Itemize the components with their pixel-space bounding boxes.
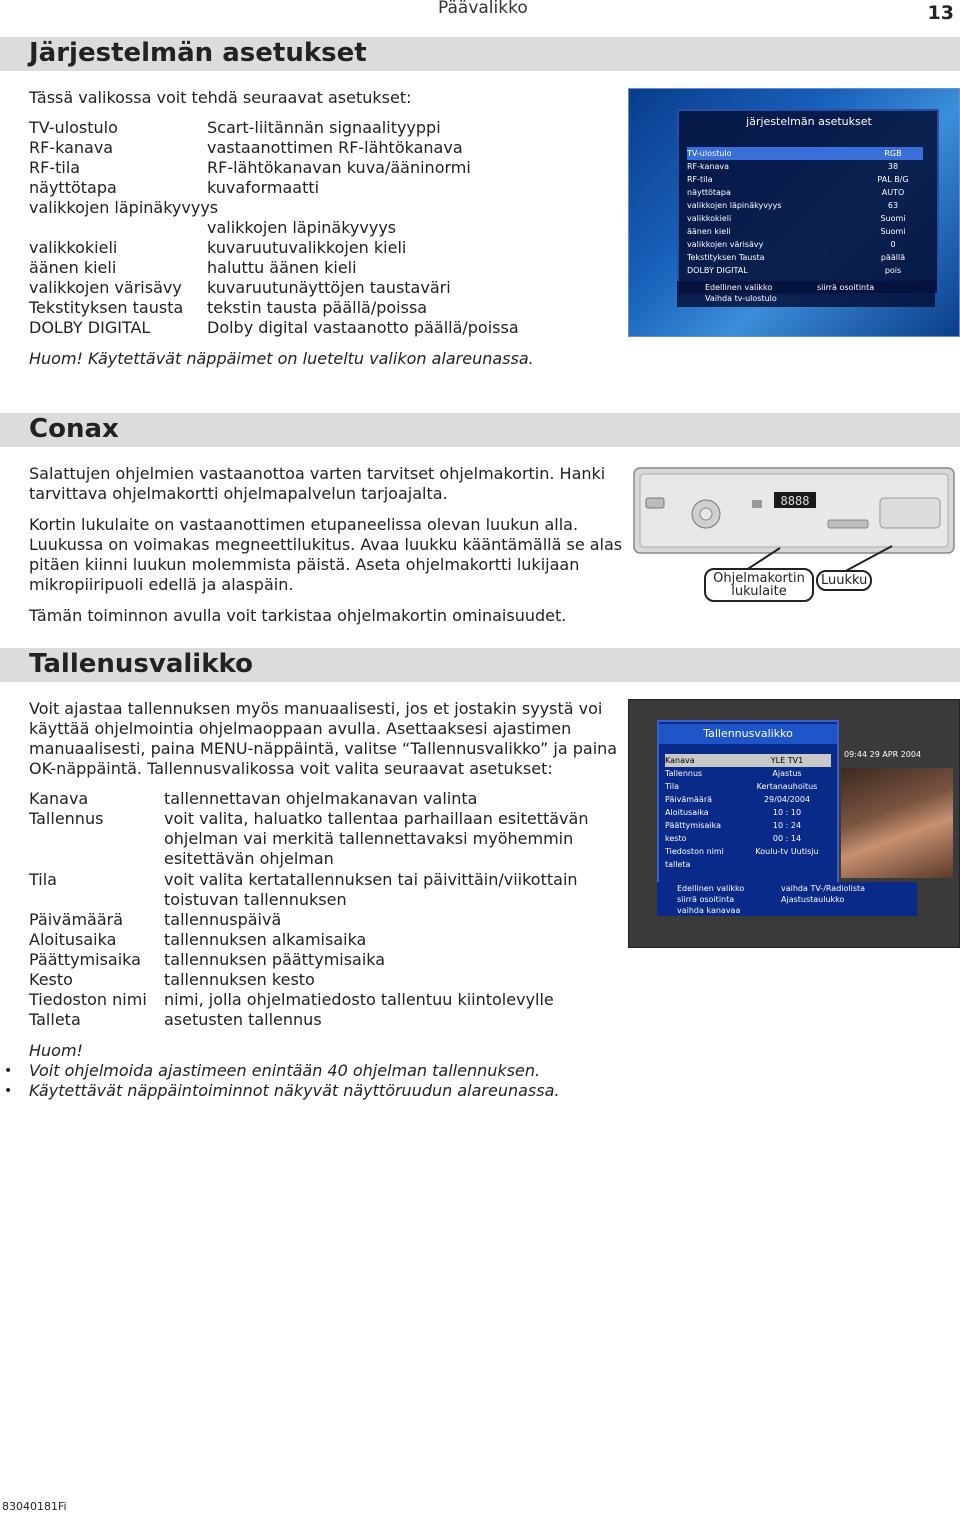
setting-term: valikkojen värisävy: [29, 278, 182, 297]
section-title: Järjestelmän asetukset: [29, 38, 367, 68]
osd-row-label: RF-tila: [687, 175, 713, 184]
osd-hint: vaihda kanavaa: [677, 906, 741, 915]
setting-description: kuvaruutunäyttöjen taustaväri: [207, 278, 451, 297]
osd-menu-row: [687, 225, 923, 238]
osd-menu: [677, 109, 939, 295]
osd-menu-row: [687, 238, 923, 251]
recording-setting-term: Aloitusaika: [29, 930, 117, 949]
osd-menu: [657, 720, 839, 884]
osd-row-value: AUTO: [881, 188, 905, 197]
recording-setting-description: tallennuksen päättymisaika: [164, 950, 386, 969]
osd-row-value: 0: [890, 240, 896, 249]
osd-menu-row: [687, 199, 923, 212]
osd-menu-row: [665, 819, 831, 832]
section-header-conax: [0, 413, 960, 447]
osd-row-label: kesto: [665, 834, 687, 843]
osd-row-label: Tekstityksen Tausta: [687, 253, 765, 262]
setting-description: Dolby digital vastaanotto päällä/poissa: [207, 318, 519, 337]
recording-intro: Voit ajastaa tallennuksen myös manuaalisesti, jos et jostakin syystä voi käyttää ohjelmointia ohjelmaoppaan avulla. Asettaaksesi ajastimen manuaalisesti, paina MENU-näppäintä, valitse “Tallennusvalikko” ja paina OK-näppäintä. Tallennusvalikossa voit valita seuraavat asetukset:: [29, 699, 618, 778]
section-title: Tallenusvalikko: [29, 649, 253, 679]
setting-term: TV-ulostulo: [29, 118, 118, 137]
osd-menu-row: [665, 754, 831, 767]
system-settings-screenshot: [628, 88, 960, 337]
setting-description: haluttu äänen kieli: [207, 258, 357, 277]
osd-menu-title: järjestelmän asetukset: [746, 115, 872, 128]
recording-setting-term: Tila: [29, 870, 57, 889]
setting-term: näyttötapa: [29, 178, 117, 197]
setting-description: Scart-liitännän signaalityyppi: [207, 118, 441, 137]
osd-row-label: valikkokieli: [687, 214, 732, 223]
note-text: Huom! Käytettävät näppäimet on lueteltu valikon alareunassa.: [29, 349, 534, 368]
setting-description: kuvaruutuvalikkojen kieli: [207, 238, 407, 257]
osd-row-value: 00 : 14: [772, 834, 802, 843]
osd-row-label: Tila: [665, 782, 679, 791]
osd-menu-row: [665, 858, 831, 871]
osd-menu-row: [687, 160, 923, 173]
osd-row-label: äänen kieli: [687, 227, 731, 236]
recording-setting-description: voit valita kertatallennuksen tai päivittäin/viikottain toistuvan tallennuksen: [164, 870, 578, 909]
recording-setting-term: Kesto: [29, 970, 73, 989]
note-bullet-2: Käytettävät näppäintoiminnot näkyvät näyttöruudun alareunassa.: [29, 1081, 560, 1100]
osd-hint: Vaihda tv-ulostulo: [705, 294, 777, 303]
osd-menu-row: [687, 212, 923, 225]
osd-row-value: 29/04/2004: [763, 795, 811, 804]
front-display: 8888: [780, 494, 810, 508]
osd-row-label: TV-ulostulo: [687, 149, 732, 158]
osd-menu-row: [687, 264, 923, 277]
bullet-icon: •: [4, 1083, 13, 1099]
osd-row-value: Suomi: [880, 227, 906, 236]
callout-card-reader: Ohjelmakortin lukulaite: [704, 568, 814, 602]
setting-description: tekstin tausta päällä/poissa: [207, 298, 428, 317]
recording-setting-description: tallennuksen alkamisaika: [164, 930, 367, 949]
osd-hint: Edellinen valikko: [705, 283, 773, 292]
osd-row-label: Aloitusaika: [665, 808, 709, 817]
osd-row-value: 10 : 24: [772, 821, 802, 830]
video-preview: [841, 768, 953, 878]
osd-menu-row: [665, 832, 831, 845]
setting-term: DOLBY DIGITAL: [29, 318, 151, 337]
osd-row-label: Päättymisaika: [665, 821, 721, 830]
setting-term: RF-kanava: [29, 138, 114, 157]
osd-menu-row: [687, 186, 923, 199]
setting-description: vastaanottimen RF-lähtökanava: [207, 138, 463, 157]
conax-paragraph-1: Salattujen ohjelmien vastaanottoa varten tarvitset ohjelmakortin. Hanki tarvittava ohjelmakortti ohjelmapalvelun tarjoajalta.: [29, 464, 606, 503]
setting-term: Tekstityksen tausta: [29, 298, 184, 317]
setting-description: RF-lähtökanavan kuva/ääninormi: [207, 158, 471, 177]
receiver-front-panel-image: [630, 464, 958, 559]
setting-term: valikkojen läpinäkyvyys: [29, 198, 219, 217]
osd-menu-row: [665, 793, 831, 806]
intro-text: Tässä valikossa voit tehdä seuraavat asetukset:: [29, 88, 412, 107]
recording-menu-screenshot: [628, 699, 960, 948]
conax-paragraph-2: Kortin lukulaite on vastaanottimen etupaneelissa olevan luukun alla. Luukussa on voimakas megneettilukitus. Avaa luukku kääntämällä se alas pitäen kiinni luukun molemmista päistä. Aseta ohjelmakortti lukijaan mikropiiripuoli edellä ja alaspäin.: [29, 515, 623, 594]
recording-setting-term: Talleta: [29, 1010, 81, 1029]
note-title: Huom!: [29, 1041, 83, 1060]
osd-row-value: 38: [887, 162, 899, 171]
osd-row-value: 63: [887, 201, 899, 210]
bullet-icon: •: [4, 1063, 13, 1079]
osd-hint: Edellinen valikko: [677, 884, 745, 893]
osd-row-value: Kertanauhoitus: [756, 782, 818, 791]
osd-row-value: päällä: [880, 253, 906, 262]
recording-setting-description: nimi, jolla ohjelmatiedosto tallentuu kiintolevylle: [164, 990, 554, 1009]
osd-menu-row: [687, 173, 923, 186]
setting-term: valikkokieli: [29, 238, 118, 257]
osd-row-value: 10 : 10: [772, 808, 802, 817]
osd-row-label: Tiedoston nimi: [665, 847, 724, 856]
osd-row-label: DOLBY DIGITAL: [687, 266, 748, 275]
osd-hint: siirrä osoitinta: [817, 283, 875, 292]
conax-paragraph-3: Tämän toiminnon avulla voit tarkistaa ohjelmakortin ominaisuudet.: [29, 606, 567, 625]
osd-hint-bar: [657, 882, 917, 916]
osd-hint: siirrä osoitinta: [677, 895, 735, 904]
osd-row-label: valikkojen läpinäkyvyys: [687, 201, 782, 210]
osd-row-value: Suomi: [880, 214, 906, 223]
osd-row-label: valikkojen värisävy: [687, 240, 764, 249]
recording-setting-term: Tiedoston nimi: [29, 990, 147, 1009]
setting-description: kuvaformaatti: [207, 178, 320, 197]
osd-row-label: talleta: [665, 860, 691, 869]
osd-menu-row: [665, 767, 831, 780]
osd-hint: Ajastustaulukko: [781, 895, 845, 904]
osd-row-value: pois: [884, 266, 902, 275]
osd-row-label: Kanava: [665, 756, 695, 765]
recording-setting-description: tallennettavan ohjelmakanavan valinta: [164, 789, 478, 808]
page-number: 13: [927, 2, 954, 24]
osd-hint-bar: [677, 281, 935, 307]
recording-setting-term: Kanava: [29, 789, 89, 808]
osd-menu-row: [687, 147, 923, 160]
recording-setting-description: tallennuksen kesto: [164, 970, 315, 989]
osd-row-value: PAL B/G: [877, 175, 909, 184]
setting-term: äänen kieli: [29, 258, 117, 277]
osd-row-label: näyttötapa: [687, 188, 731, 197]
osd-menu-row: [687, 251, 923, 264]
running-header: Päävalikko: [438, 0, 528, 18]
section-header-system: [0, 37, 960, 71]
osd-row-value: YLE TV1: [770, 756, 804, 765]
callout-hatch: Luukku: [816, 570, 872, 591]
recording-setting-description: tallennuspäivä: [164, 910, 282, 929]
section-title: Conax: [29, 414, 119, 444]
osd-menu-row: [665, 806, 831, 819]
setting-description: valikkojen läpinäkyvyys: [207, 218, 397, 237]
osd-menu-row: [665, 780, 831, 793]
recording-setting-term: Tallennus: [29, 809, 104, 828]
recording-setting-term: Päättymisaika: [29, 950, 141, 969]
osd-clock: 09:44 29 APR 2004: [844, 750, 922, 759]
recording-setting-description: voit valita, haluatko tallentaa parhaillaan esitettävän ohjelman vai merkitä tallennettavaksi myöhemmin esitettävän ohjelman: [164, 809, 589, 868]
osd-row-label: RF-kanava: [687, 162, 730, 171]
section-header-recording: [0, 648, 960, 682]
osd-menu-row: [665, 845, 831, 858]
document-code: 83040181Fi: [2, 1500, 67, 1513]
osd-menu-title: Tallennusvalikko: [659, 724, 837, 744]
osd-row-value: Ajastus: [772, 769, 802, 778]
note-bullet-1: Voit ohjelmoida ajastimeen enintään 40 ohjelman tallennuksen.: [29, 1061, 541, 1080]
osd-row-value: Koulu-tv Uutisju: [755, 847, 819, 856]
recording-setting-description: asetusten tallennus: [164, 1010, 322, 1029]
osd-row-label: Päivämäärä: [665, 795, 713, 804]
osd-row-label: Tallennus: [665, 769, 703, 778]
osd-row-value: RGB: [884, 149, 902, 158]
osd-hint: vaihda TV-/Radiolista: [781, 884, 866, 893]
setting-term: RF-tila: [29, 158, 81, 177]
recording-setting-term: Päivämäärä: [29, 910, 124, 929]
